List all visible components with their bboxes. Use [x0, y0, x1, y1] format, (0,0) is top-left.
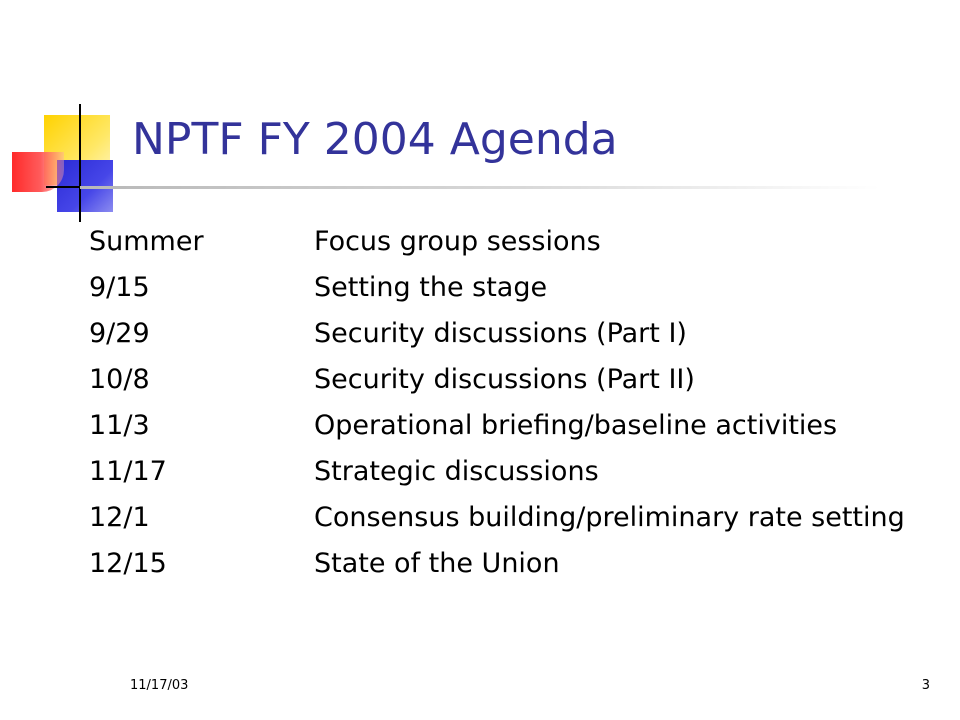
agenda-item: Security discussions (Part II) [314, 364, 695, 395]
footer-date: 11/17/03 [130, 678, 189, 693]
agenda-item: Security discussions (Part I) [314, 318, 687, 349]
agenda-row [89, 265, 905, 311]
agenda-row [89, 311, 905, 357]
agenda-list [89, 219, 905, 587]
agenda-date: 9/15 [89, 272, 150, 303]
agenda-date: 11/3 [89, 410, 150, 441]
agenda-date: 9/29 [89, 318, 150, 349]
agenda-date: 10/8 [89, 364, 150, 395]
agenda-row [89, 449, 905, 495]
agenda-row [89, 219, 905, 265]
slide-title: NPTF FY 2004 Agenda [132, 114, 618, 165]
agenda-item: Setting the stage [314, 272, 548, 303]
agenda-date: 12/1 [89, 502, 150, 533]
page-number: 3 [921, 678, 930, 693]
agenda-date: Summer [89, 226, 204, 257]
agenda-item: Focus group sessions [314, 226, 601, 257]
agenda-date: 12/15 [89, 548, 167, 579]
agenda-row [89, 495, 905, 541]
agenda-item: Consensus building/preliminary rate setting [314, 502, 905, 533]
agenda-row [89, 357, 905, 403]
title-underline [80, 186, 880, 189]
agenda-date: 11/17 [89, 456, 167, 487]
agenda-item: State of the Union [314, 548, 560, 579]
agenda-item: Operational briefing/baseline activities [314, 410, 838, 441]
vertical-line-decoration [79, 104, 81, 222]
agenda-row [89, 541, 905, 587]
agenda-item: Strategic discussions [314, 456, 599, 487]
agenda-row [89, 403, 905, 449]
